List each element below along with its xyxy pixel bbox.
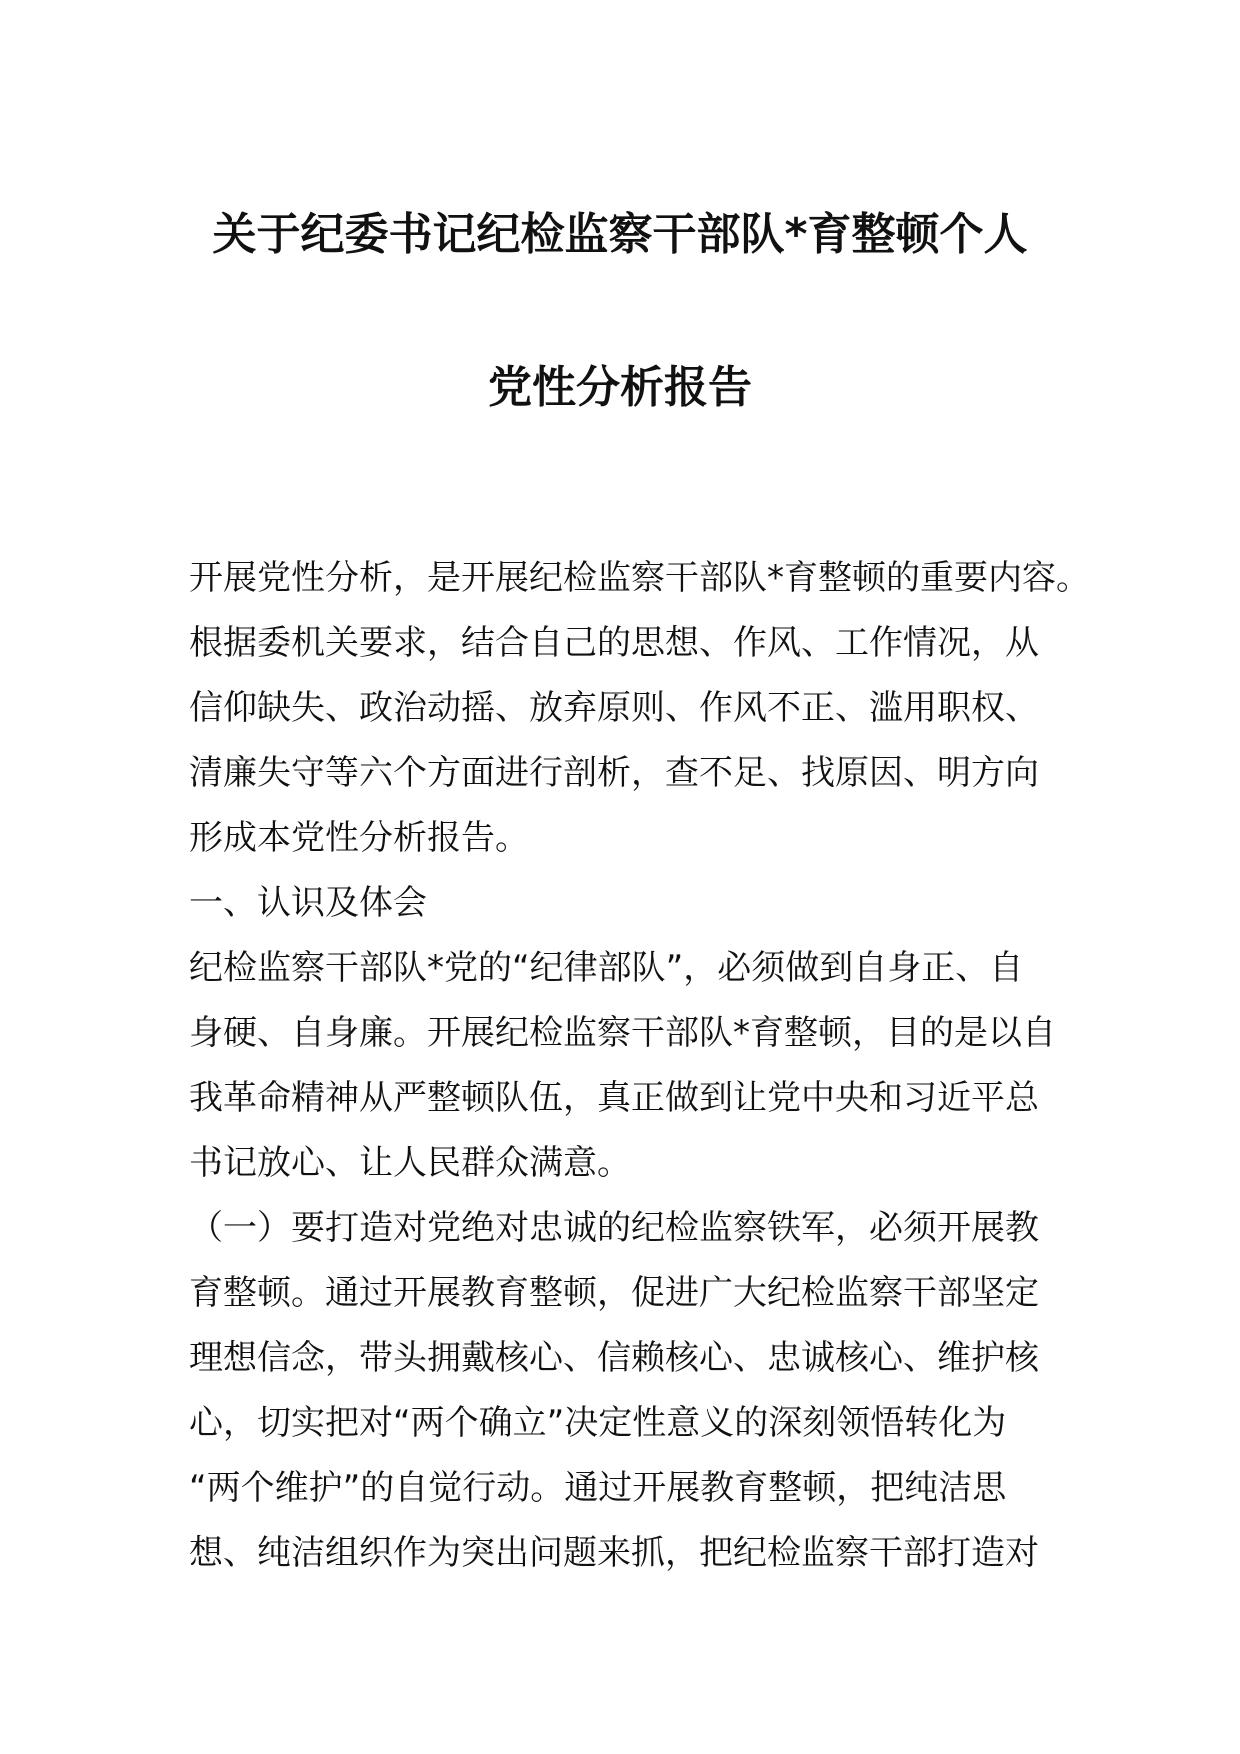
body-line: 想、纯洁组织作为突出问题来抓，把纪检监察干部打造对: [189, 1533, 1039, 1573]
section-heading: 一、认识及体会: [189, 883, 427, 923]
body-line: 我革命精神从严整顿队伍，真正做到让党中央和习近平总: [189, 1078, 1039, 1118]
subsection-line: （一）要打造对党绝对忠诚的纪检监察铁军，必须开展教: [189, 1208, 1039, 1248]
body-line: 清廉失守等六个方面进行剖析，查不足、找原因、明方向: [189, 753, 1039, 793]
body-line: 心，切实把对“两个确立”决定性意义的深刻领悟转化为: [189, 1403, 1007, 1443]
document-body: [189, 546, 1090, 1586]
body-line: “两个维护”的自觉行动。通过开展教育整顿，把纯洁思: [189, 1468, 1007, 1508]
document-title-line-2: 党性分析报告: [488, 362, 752, 413]
body-line: 形成本党性分析报告。: [189, 818, 529, 858]
body-line: 根据委机关要求，结合自己的思想、作风、工作情况，从: [189, 623, 1039, 663]
document-title-line-1: 关于纪委书记纪检监察干部队*育整顿个人: [212, 209, 1028, 260]
body-line: 身硬、自身廉。开展纪检监察干部队*育整顿，目的是以自: [189, 1013, 1056, 1053]
body-line: 信仰缺失、政治动摇、放弃原则、作风不正、滥用职权、: [189, 688, 1039, 728]
body-line: 书记放心、让人民群众满意。: [189, 1143, 631, 1183]
body-line: 开展党性分析，是开展纪检监察干部队*育整顿的重要内容。: [189, 558, 1090, 598]
body-line: 育整顿。通过开展教育整顿，促进广大纪检监察干部坚定: [189, 1273, 1039, 1313]
body-line: 理想信念，带头拥戴核心、信赖核心、忠诚核心、维护核: [189, 1338, 1039, 1378]
body-line: 纪检监察干部队*党的“纪律部队”，必须做到自身正、自: [189, 948, 1024, 988]
